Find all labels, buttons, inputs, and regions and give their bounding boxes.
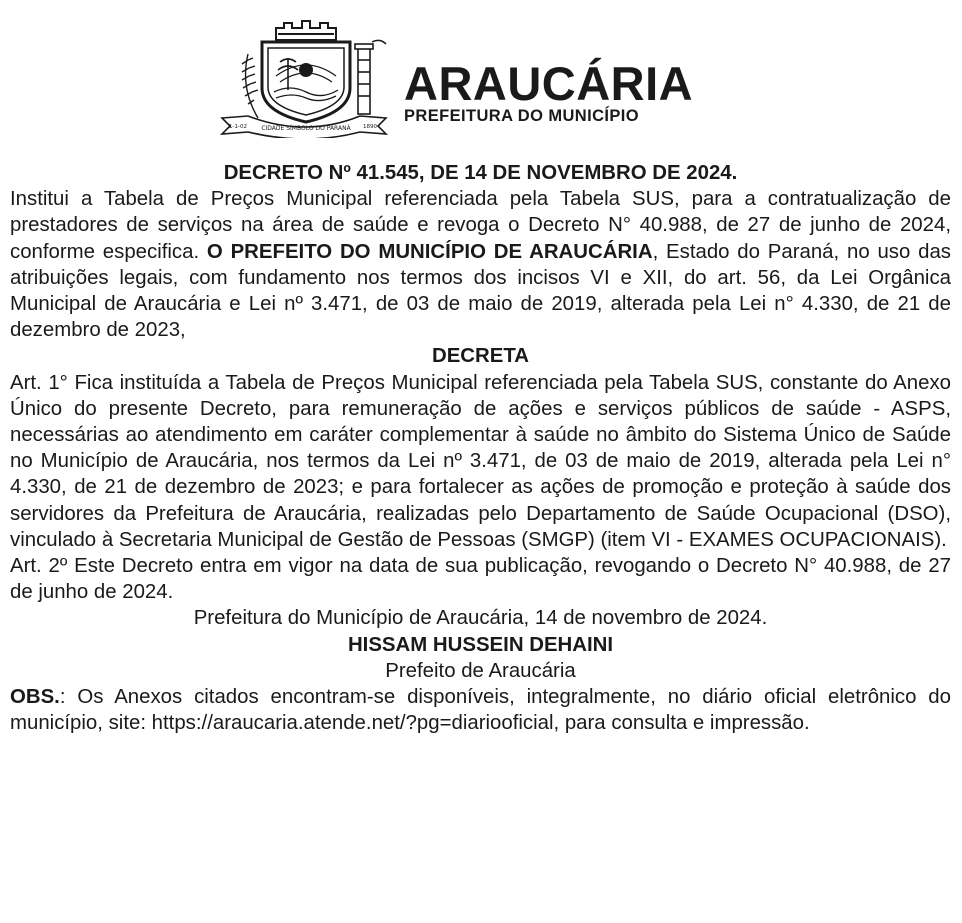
- decree-authority: O PREFEITO DO MUNICÍPIO DE ARAUCÁRIA: [206, 240, 653, 263]
- decree-authority-rest: , Estado do Paraná, no uso das atribuições legais, com fundamento nos termos dos incisos VI e XII, do art. 56, da Lei Orgânica Municipal de Araucária e Lei nº 3.471, de 03 de maio de 2019, alterada pela Lei n° 4.330, de 21 de dezembro de 2023,: [10, 240, 951, 342]
- signer-name: HISSAM HUSSEIN DEHAINI: [347, 633, 614, 656]
- letterhead: [218, 18, 758, 138]
- signer-role: Prefeito de Araucária: [385, 659, 576, 682]
- decree-article-1: Art. 1° Fica instituída a Tabela de Preços Municipal referenciada pela Tabela SUS, constante do Anexo Único do presente Decreto, para remuneração de ações e serviços públicos de saúde - ASPS, necessárias ao atendimento em caráter complementar à saúde no âmbito do Sistema Único de Saúde no Município de Araucária, nos termos da Lei nº 3.471, de 03 de maio de 2019, alterada pela Lei n° 4.330, de 21 de dezembro de 2023; e para fortalecer as ações de promoção e proteção à saúde dos servidores da Prefeitura de Araucária, realizadas pelo Departamento de Saúde Ocupacional (DSO), vinculado à Secretaria Municipal de Gestão de Pessoas (SMGP) (item VI - EXAMES OCUPACIONAIS).: [10, 371, 951, 551]
- decree-decreta-heading: DECRETA: [431, 345, 530, 368]
- decree-article-2: Art. 2º Este Decreto entra em vigor na data de sua publicação, revogando o Decreto N° 40.988, de 27 de junho de 2024.: [10, 555, 951, 604]
- decree-place-date: Prefeitura do Município de Araucária, 14 de novembro de 2024.: [193, 607, 768, 630]
- brand-name: ARAUCÁRIA: [404, 57, 694, 110]
- crest-ribbon-text: CIDADE SÍMBOLO DO PARANÁ: [261, 125, 351, 132]
- decree-preamble-paragraph: [10, 186, 951, 343]
- brand-block: [404, 57, 694, 125]
- coat-of-arms-icon: [218, 18, 390, 138]
- decree-title: DECRETO Nº 41.545, DE 14 DE NOVEMBRO DE 2024.: [223, 162, 738, 184]
- crest-year-left: 1-1-02: [229, 124, 247, 130]
- obs-text: : Os Anexos citados encontram-se disponíveis, integralmente, no diário oficial eletrônico do município, site: https://araucaria.atende.net/?pg=diariooficial, para consulta e impressão.: [10, 686, 951, 735]
- crest-year-right: 1890: [363, 124, 377, 130]
- decree-document: [10, 160, 951, 736]
- decree-obs-paragraph: [10, 684, 951, 736]
- decree-preamble: Institui a Tabela de Preços Municipal referenciada pela Tabela SUS, para a contratualização de prestadores de serviços na área de saúde e revoga o Decreto N° 40.988, de 27 de junho de 2024, conforme especifica.: [10, 188, 951, 263]
- brand-subtitle: PREFEITURA DO MUNICÍPIO: [404, 107, 640, 125]
- obs-label: OBS.: [10, 686, 60, 709]
